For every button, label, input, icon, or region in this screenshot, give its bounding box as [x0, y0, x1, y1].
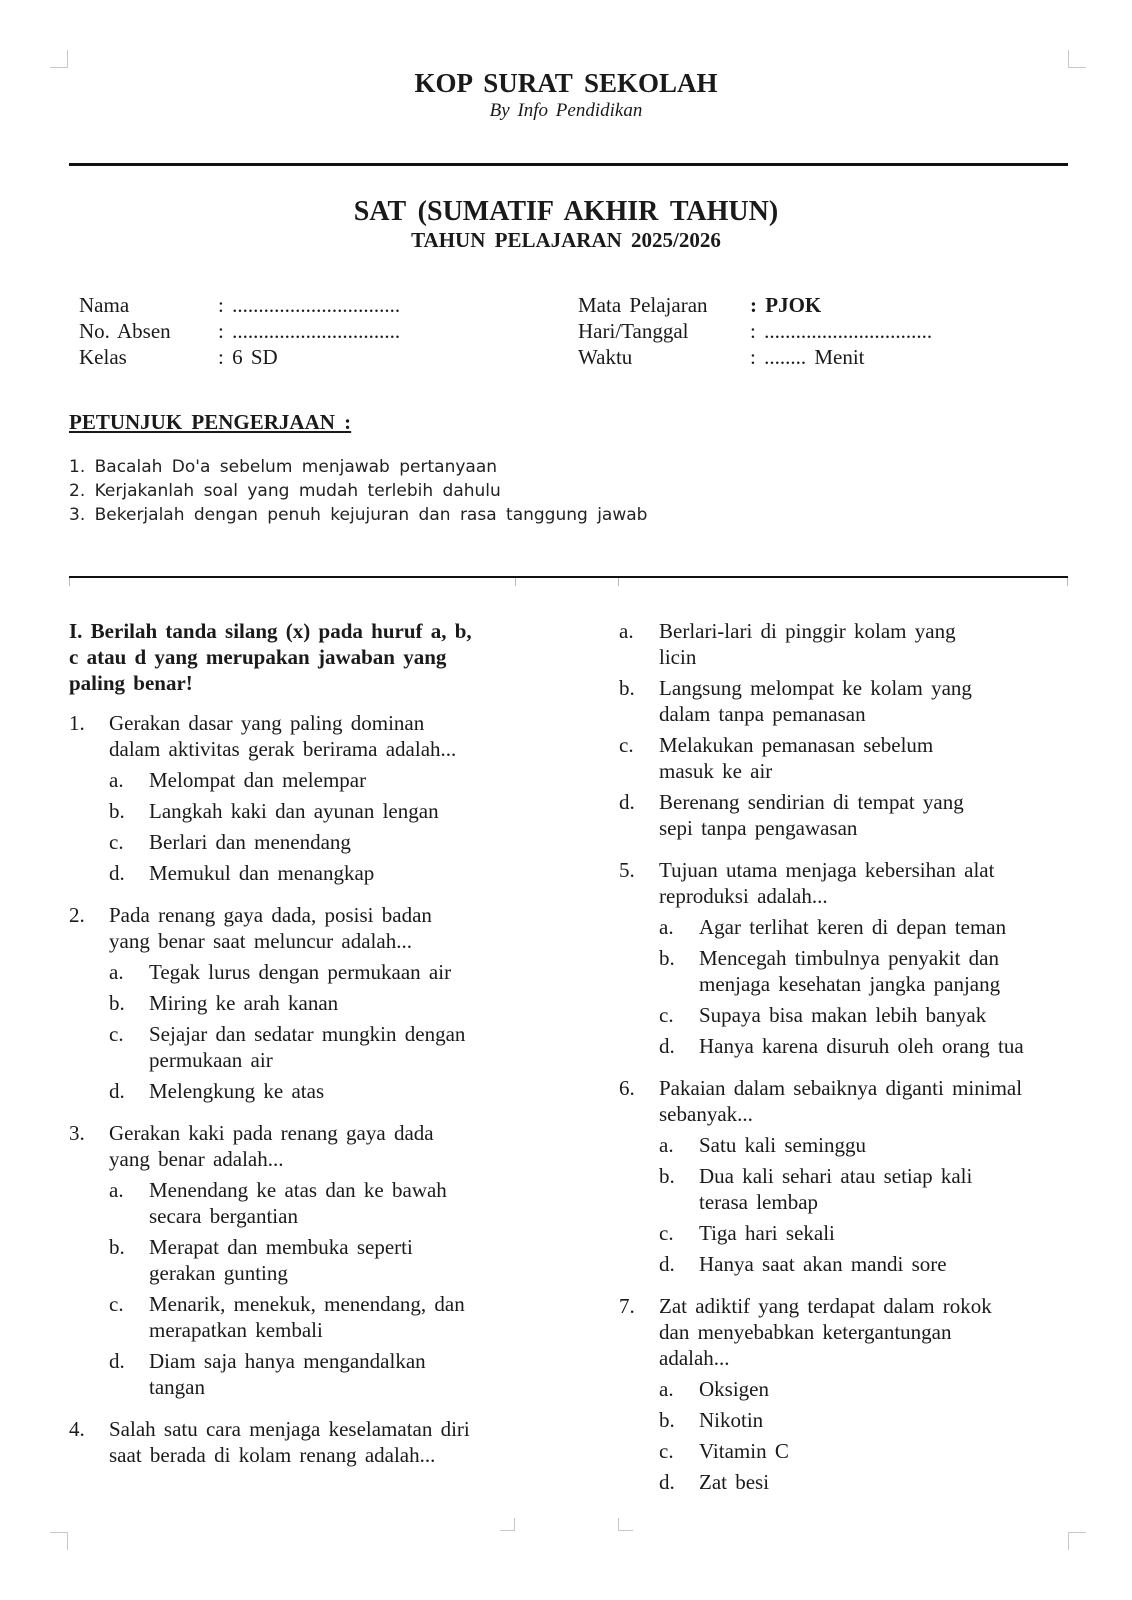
- absen-value: : ................................: [218, 319, 401, 343]
- option-text-line: Melakukan pemanasan sebelum: [659, 733, 934, 757]
- left-column: [69, 618, 519, 1484]
- question-4: [69, 1416, 519, 1468]
- option-text-line: Miring ke arah kanan: [149, 991, 339, 1015]
- answer-option[interactable]: [69, 990, 519, 1016]
- option-letter: b.: [109, 991, 125, 1015]
- option-text-line: Dua kali sehari atau setiap kali: [699, 1164, 973, 1188]
- question-text-line: Pada renang gaya dada, posisi badan: [109, 903, 432, 927]
- question-stem: [69, 1120, 519, 1172]
- question-7: [619, 1293, 1069, 1495]
- option-text-line: Melengkung ke atas: [149, 1079, 325, 1103]
- question-number: 6.: [619, 1076, 635, 1100]
- option-text-line: merapatkan kembali: [149, 1318, 323, 1342]
- option-text-line: tangan: [149, 1375, 205, 1399]
- option-letter: d.: [659, 1470, 675, 1494]
- question-number: 5.: [619, 858, 635, 882]
- kelas-label: Kelas: [79, 345, 127, 369]
- option-letter: b.: [659, 1164, 675, 1188]
- divider-tick: [69, 578, 70, 586]
- question-stem: [619, 1293, 1069, 1371]
- question-text-line: yang benar adalah...: [109, 1147, 284, 1171]
- option-text-line: menjaga kesehatan jangka panjang: [699, 972, 1001, 996]
- answer-option[interactable]: [619, 1132, 1069, 1158]
- answer-option[interactable]: [69, 959, 519, 985]
- answer-option[interactable]: [69, 1021, 519, 1073]
- answer-option[interactable]: [619, 1376, 1069, 1402]
- instruction-item: 3. Bekerjalah dengan penuh kejujuran dan rasa tanggung jawab: [69, 505, 648, 525]
- option-letter: d.: [659, 1252, 675, 1276]
- answer-option[interactable]: [69, 767, 519, 793]
- answer-option[interactable]: [619, 618, 1069, 670]
- crop-mark-bottom-left: [50, 1532, 68, 1550]
- option-text-line: Zat besi: [699, 1470, 770, 1494]
- answer-option[interactable]: [619, 1163, 1069, 1215]
- option-text-line: Vitamin C: [699, 1439, 789, 1463]
- question-text-line: adalah...: [659, 1346, 730, 1370]
- instruction-item: 2. Kerjakanlah soal yang mudah terlebih dahulu: [69, 481, 501, 501]
- exam-title: SAT (SUMATIF AKHIR TAHUN): [353, 196, 779, 227]
- option-text-line: masuk ke air: [659, 759, 773, 783]
- option-text-line: Satu kali seminggu: [699, 1133, 866, 1157]
- question-text-line: yang benar saat meluncur adalah...: [109, 929, 412, 953]
- absen-label: No. Absen: [79, 319, 171, 343]
- option-letter: c.: [659, 1439, 674, 1463]
- answer-option[interactable]: [69, 1291, 519, 1343]
- answer-option[interactable]: [619, 675, 1069, 727]
- answer-option[interactable]: [69, 1177, 519, 1229]
- question-text-line: dan menyebabkan ketergantungan: [659, 1320, 952, 1344]
- question-text-line: Pakaian dalam sebaiknya diganti minimal: [659, 1076, 1023, 1100]
- option-text-line: Berlari-lari di pinggir kolam yang: [659, 619, 956, 643]
- instruction-item: 1. Bacalah Do'a sebelum menjawab pertanyaan: [69, 457, 498, 477]
- question-text-line: Gerakan dasar yang paling dominan: [109, 711, 425, 735]
- question-stem: [69, 1416, 519, 1468]
- tanggal-label: Hari/Tanggal: [578, 319, 689, 343]
- option-text-line: Berenang sendirian di tempat yang: [659, 790, 964, 814]
- option-text-line: Hanya saat akan mandi sore: [699, 1252, 947, 1276]
- identity-right: [578, 292, 998, 372]
- answer-option[interactable]: [619, 1438, 1069, 1464]
- option-text-line: Oksigen: [699, 1377, 769, 1401]
- option-letter: a.: [109, 768, 124, 792]
- answer-option[interactable]: [619, 914, 1069, 940]
- option-text-line: licin: [659, 645, 697, 669]
- option-text-line: Melompat dan melempar: [149, 768, 367, 792]
- question-4: [619, 618, 1069, 841]
- option-letter: b.: [109, 1235, 125, 1259]
- header-divider: [69, 163, 1068, 166]
- option-letter: a.: [659, 915, 674, 939]
- option-letter: a.: [619, 619, 634, 643]
- question-text-line: sebanyak...: [659, 1102, 753, 1126]
- option-text-line: dalam tanpa pemanasan: [659, 702, 866, 726]
- option-text-line: Nikotin: [699, 1408, 764, 1432]
- question-text-line: saat berada di kolam renang adalah...: [109, 1443, 436, 1467]
- option-letter: d.: [109, 861, 125, 885]
- option-letter: c.: [659, 1221, 674, 1245]
- option-letter: b.: [109, 799, 125, 823]
- question-2: [69, 902, 519, 1104]
- question-number: 1.: [69, 711, 85, 735]
- academic-year: TAHUN PELAJARAN 2025/2026: [411, 228, 721, 252]
- question-text-line: dalam aktivitas gerak berirama adalah...: [109, 737, 457, 761]
- option-letter: b.: [659, 1408, 675, 1432]
- divider-tick: [618, 578, 619, 586]
- option-text-line: Menendang ke atas dan ke bawah: [149, 1178, 447, 1202]
- divider-tick: [1067, 578, 1068, 586]
- option-text-line: terasa lembap: [699, 1190, 819, 1214]
- option-letter: c.: [659, 1003, 674, 1027]
- crop-mark-bottom-mid-left: [500, 1518, 515, 1531]
- option-letter: a.: [659, 1377, 674, 1401]
- identity-left: [79, 292, 499, 372]
- section-heading: I. Berilah tanda silang (x) pada huruf a, b, c atau d yang merupakan jawaban yang paling benar!: [69, 619, 472, 695]
- answer-option[interactable]: [69, 798, 519, 824]
- tanggal-value: : ................................: [750, 319, 933, 343]
- crop-mark-bottom-mid-right: [618, 1518, 633, 1531]
- nama-label: Nama: [79, 293, 130, 317]
- option-letter: d.: [659, 1034, 675, 1058]
- question-stem: [69, 902, 519, 954]
- option-text-line: Supaya bisa makan lebih banyak: [699, 1003, 987, 1027]
- question-number: 7.: [619, 1294, 635, 1318]
- option-text-line: Sejajar dan sedatar mungkin dengan: [149, 1022, 466, 1046]
- question-3: [69, 1120, 519, 1400]
- answer-option[interactable]: [69, 1078, 519, 1104]
- question-stem: [69, 710, 519, 762]
- crop-mark-top-right: [1068, 50, 1086, 68]
- kelas-value: : 6 SD: [218, 345, 278, 369]
- option-text-line: Merapat dan membuka seperti: [149, 1235, 413, 1259]
- question-text-line: Tujuan utama menjaga kebersihan alat: [659, 858, 995, 882]
- mapel-value: : PJOK: [750, 293, 822, 317]
- option-text-line: permukaan air: [149, 1048, 273, 1072]
- option-text-line: Langkah kaki dan ayunan lengan: [149, 799, 439, 823]
- question-6: [619, 1075, 1069, 1277]
- option-text-line: Mencegah timbulnya penyakit dan: [699, 946, 999, 970]
- answer-option[interactable]: [69, 1234, 519, 1286]
- question-1: [69, 710, 519, 886]
- option-text-line: Memukul dan menangkap: [149, 861, 375, 885]
- answer-option[interactable]: [619, 1251, 1069, 1277]
- answer-option[interactable]: [69, 1348, 519, 1400]
- option-letter: b.: [659, 946, 675, 970]
- letterhead-title: KOP SURAT SEKOLAH: [414, 68, 718, 98]
- nama-value: : ................................: [218, 293, 401, 317]
- option-text-line: Diam saja hanya mengandalkan: [149, 1349, 426, 1373]
- option-letter: a.: [659, 1133, 674, 1157]
- instructions-list: [69, 455, 647, 527]
- option-text-line: gerakan gunting: [149, 1261, 288, 1285]
- option-text-line: secara bergantian: [149, 1204, 298, 1228]
- question-number: 2.: [69, 903, 85, 927]
- option-text-line: Langsung melompat ke kolam yang: [659, 676, 972, 700]
- option-letter: c.: [109, 830, 124, 854]
- option-letter: a.: [109, 960, 124, 984]
- mapel-label: Mata Pelajaran: [578, 293, 708, 317]
- option-letter: c.: [109, 1022, 124, 1046]
- option-text-line: Tegak lurus dengan permukaan air: [149, 960, 452, 984]
- option-letter: a.: [109, 1178, 124, 1202]
- right-column: [619, 618, 1069, 1511]
- answer-option[interactable]: [69, 860, 519, 886]
- answer-option[interactable]: [619, 1002, 1069, 1028]
- section-divider: [69, 576, 1068, 578]
- option-letter: d.: [109, 1349, 125, 1373]
- option-letter: b.: [619, 676, 635, 700]
- answer-option[interactable]: [619, 732, 1069, 784]
- option-text-line: Agar terlihat keren di depan teman: [699, 915, 1007, 939]
- answer-option[interactable]: [619, 789, 1069, 841]
- option-letter: c.: [619, 733, 634, 757]
- question-text-line: reproduksi adalah...: [659, 884, 828, 908]
- option-letter: d.: [619, 790, 635, 814]
- option-text-line: Hanya karena disuruh oleh orang tua: [699, 1034, 1024, 1058]
- question-number: 4.: [69, 1417, 85, 1441]
- option-text-line: Berlari dan menendang: [149, 830, 351, 854]
- waktu-label: Waktu: [578, 345, 633, 369]
- option-text-line: sepi tanpa pengawasan: [659, 816, 858, 840]
- question-number: 3.: [69, 1121, 85, 1145]
- question-stem: [619, 1075, 1069, 1127]
- crop-mark-bottom-right: [1068, 1532, 1086, 1550]
- option-letter: c.: [109, 1292, 124, 1316]
- question-text-line: Salah satu cara menjaga keselamatan diri: [109, 1417, 470, 1441]
- option-text-line: Tiga hari sekali: [699, 1221, 835, 1245]
- answer-option[interactable]: [619, 945, 1069, 997]
- answer-option[interactable]: [69, 829, 519, 855]
- question-text-line: Zat adiktif yang terdapat dalam rokok: [659, 1294, 992, 1318]
- question-text-line: Gerakan kaki pada renang gaya dada: [109, 1121, 434, 1145]
- letterhead-byline: By Info Pendidikan: [489, 100, 643, 121]
- option-text-line: Menarik, menekuk, menendang, dan: [149, 1292, 465, 1316]
- option-letter: d.: [109, 1079, 125, 1103]
- divider-tick: [515, 578, 516, 586]
- answer-option[interactable]: [619, 1033, 1069, 1059]
- answer-option[interactable]: [619, 1220, 1069, 1246]
- answer-option[interactable]: [619, 1469, 1069, 1495]
- question-stem: [619, 857, 1069, 909]
- question-5: [619, 857, 1069, 1059]
- answer-option[interactable]: [619, 1407, 1069, 1433]
- waktu-value: : ........ Menit: [750, 345, 865, 369]
- crop-mark-top-left: [50, 50, 68, 68]
- instructions-title: PETUNJUK PENGERJAAN :: [69, 410, 352, 434]
